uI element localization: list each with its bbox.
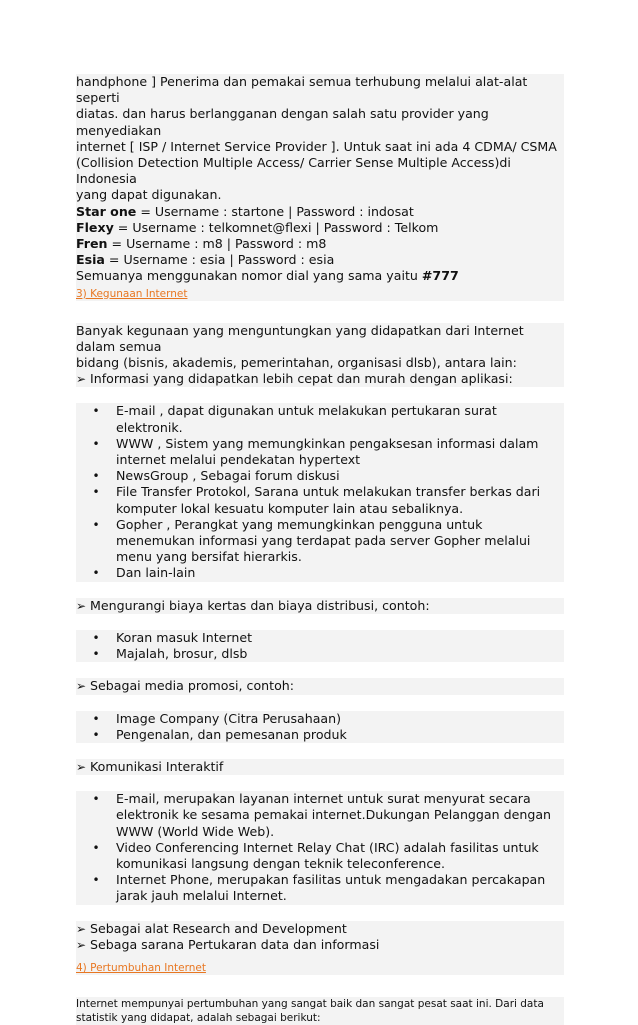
spacer [76, 975, 564, 991]
spacer [76, 905, 564, 921]
group3-list [76, 711, 564, 743]
section-heading-kegunaan[interactable]: 3) Kegunaan Internet [76, 285, 564, 301]
group4-list [76, 791, 564, 904]
arrow-bullet-icon: ➢ [76, 598, 87, 613]
bullet-icon: • [92, 517, 100, 532]
bullet-icon: • [92, 873, 100, 888]
arrow-bullet-icon: ➢ [76, 372, 87, 387]
list-item: • Majalah, brosur, dlsb [76, 646, 564, 662]
group3-title: ➢ Sebagai media promosi, contoh: [76, 678, 564, 694]
arrow-bullet-icon: ➢ [76, 921, 87, 936]
intro-line: yang dapat digunakan. [76, 187, 222, 203]
list-item: • Gopher , Perangkat yang memungkinkan pengguna untuk menemukan informasi yang terdapat pada server Gopher melalui menu yang bersifat hierarkis. [76, 517, 564, 566]
group4-title: ➢ Komunikasi Interaktif [76, 759, 564, 775]
spacer [76, 775, 564, 791]
list-item: • Pengenalan, dan pemesanan produk [76, 727, 564, 743]
group-title: ➢ Informasi yang didapatkan lebih cepat dan murah dengan aplikasi: [76, 371, 513, 387]
list-item: • WWW , Sistem yang memungkinkan pengaksesan informasi dalam internet melalui pendekatan hypertext [76, 436, 564, 468]
provider-line: Esia = Username : esia | Password : esia [76, 252, 335, 268]
bullet-icon: • [92, 647, 100, 662]
group1-list [76, 403, 564, 581]
spacer [76, 301, 564, 317]
group2-list [76, 630, 564, 662]
provider-line: Flexy = Username : telkomnet@flexi | Password : Telkom [76, 219, 439, 235]
bullet-icon: • [92, 630, 100, 645]
list-item: • Video Conferencing Internet Relay Chat (IRC) adalah fasilitas untuk komunikasi langsung dengan teknik teleconference. [76, 840, 564, 872]
spacer [76, 614, 564, 630]
bullet-icon: • [92, 469, 100, 484]
section4-paragraph: Internet mempunyai pertumbuhan yang sangat baik dan sangat pesat saat ini. Dari data statistik yang didapat, adalah sebagai berikut: [76, 997, 564, 1025]
extra-items: ➢ Sebagai alat Research and Development ➢ Sebaga sarana Pertukaran data dan informasi [76, 921, 564, 953]
provider-line: Star one = Username : startone | Password : indosat [76, 203, 414, 219]
arrow-bullet-icon: ➢ [76, 759, 87, 774]
provider-line: Fren = Username : m8 | Password : m8 [76, 236, 327, 252]
list-item: • NewsGroup , Sebagai forum diskusi [76, 468, 564, 484]
spacer [76, 387, 564, 403]
list-item: • E-mail , dapat digunakan untuk melakukan pertukaran surat elektronik. [76, 403, 564, 435]
bullet-icon: • [92, 485, 100, 500]
bullet-icon: • [92, 404, 100, 419]
section3-intro: Banyak kegunaan yang menguntungkan yang didapatkan dari Internet dalam semua bidang (bisnis, akademis, pemerintahan, organisasi dlsb), antara lain: ➢ Informasi yang didapatkan lebih cepat dan murah dengan aplikasi: [76, 323, 564, 388]
group2-title: ➢ Mengurangi biaya kertas dan biaya distribusi, contoh: [76, 598, 564, 614]
list-item: • Internet Phone, merupakan fasilitas untuk mengadakan percakapan jarak jauh melalui Internet. [76, 872, 564, 904]
bullet-icon: • [92, 436, 100, 451]
intro-line: (Collision Detection Multiple Access/ Carrier Sense Multiple Access)di Indonesia [76, 155, 511, 187]
spacer [76, 582, 564, 598]
dial-line: Semuanya menggunakan nomor dial yang sama yaitu #777 [76, 268, 459, 284]
spacer [76, 662, 564, 678]
bullet-icon: • [92, 711, 100, 726]
list-item: • E-mail, merupakan layanan internet untuk surat menyurat secara elektronik ke sesama pemakai internet.Dukungan Pelanggan dengan WWW (World Wide Web). [76, 791, 564, 840]
intro-line: handphone ] Penerima dan pemakai semua terhubung melalui alat-alat seperti [76, 74, 528, 106]
bullet-icon: • [92, 840, 100, 855]
bullet-icon: • [92, 792, 100, 807]
intro-line: internet [ ISP / Internet Service Provider ]. Untuk saat ini ada 4 CDMA/ CSMA [76, 138, 557, 154]
intro-paragraph [76, 74, 564, 285]
bullet-icon: • [92, 566, 100, 581]
bullet-icon: • [92, 727, 100, 742]
document-page [76, 74, 564, 1025]
list-item: • Koran masuk Internet [76, 630, 564, 646]
list-item: • Dan lain-lain [76, 565, 564, 581]
section-heading-pertumbuhan[interactable]: 4) Pertumbuhan Internet [76, 953, 564, 975]
list-item: • Image Company (Citra Perusahaan) [76, 711, 564, 727]
arrow-bullet-icon: ➢ [76, 937, 87, 952]
arrow-bullet-icon: ➢ [76, 679, 87, 694]
spacer [76, 695, 564, 711]
intro-line: diatas. dan harus berlangganan dengan salah satu provider yang menyediakan [76, 106, 489, 138]
spacer [76, 743, 564, 759]
list-item: • File Transfer Protokol, Sarana untuk melakukan transfer berkas dari komputer lokal kesuatu komputer lain atau sebaliknya. [76, 484, 564, 516]
